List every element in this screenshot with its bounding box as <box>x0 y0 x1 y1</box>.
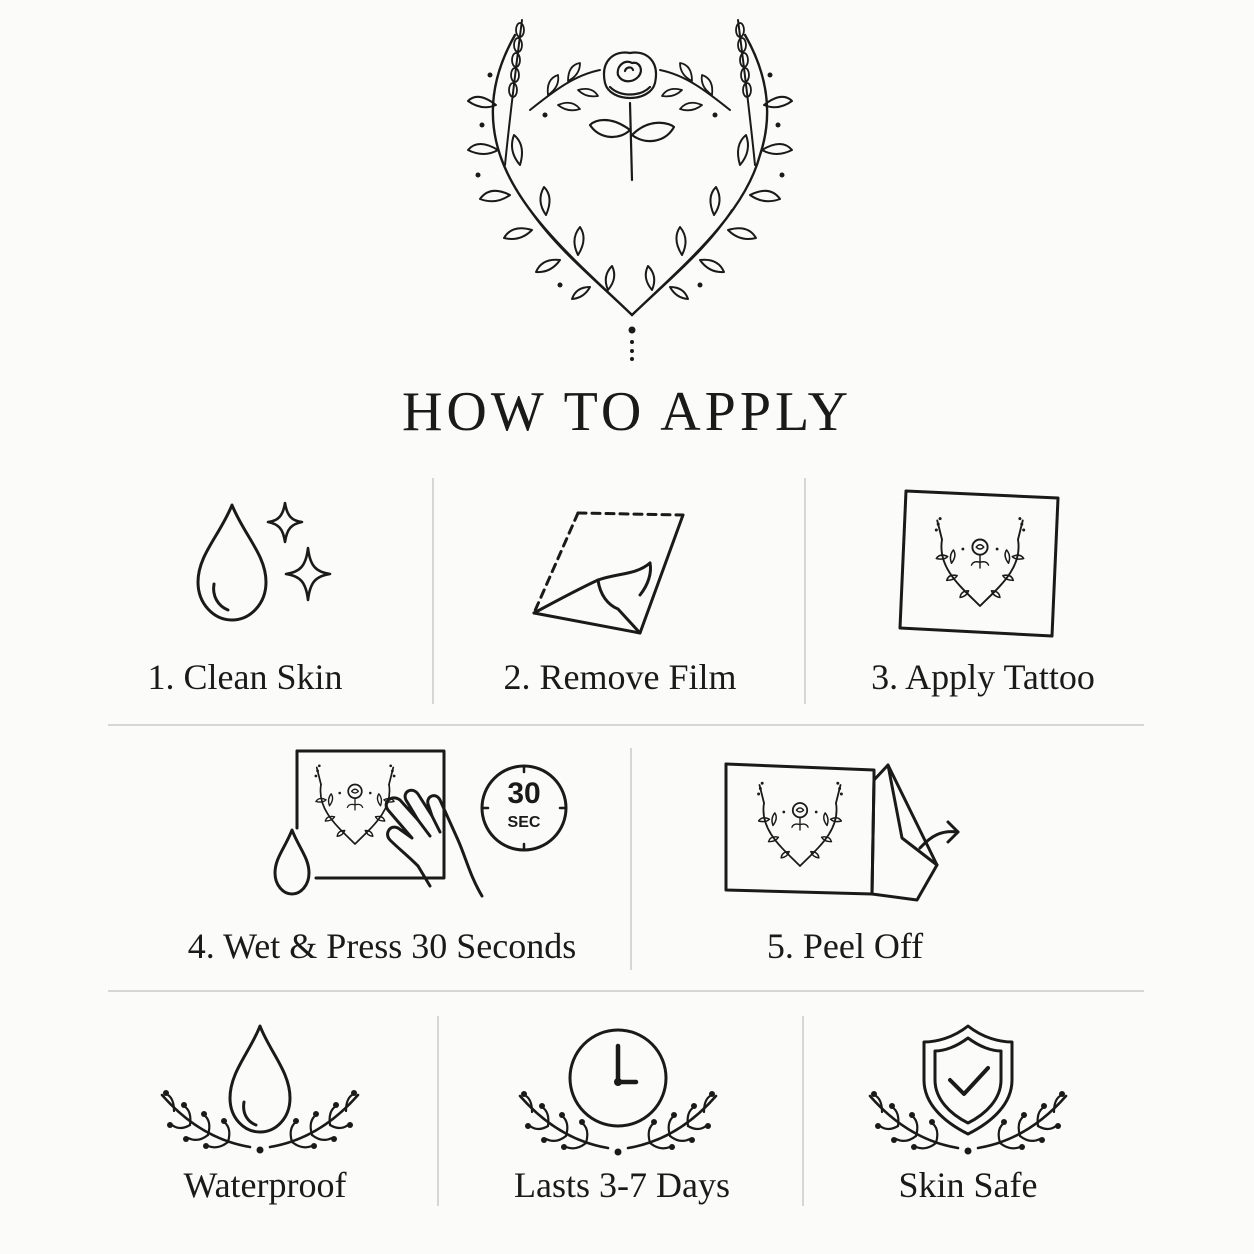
peel-off-sheet-icon <box>722 760 962 910</box>
feature-label-skin-safe: Skin Safe <box>898 1165 1038 1205</box>
feature-label-waterproof: Waterproof <box>183 1165 347 1205</box>
step-label-apply-tattoo: 3. Apply Tattoo <box>871 657 1095 697</box>
step-label-wet-press: 4. Wet & Press 30 Seconds <box>187 926 577 966</box>
divider <box>432 478 434 704</box>
water-drop-sparkles-icon <box>190 500 335 630</box>
divider <box>108 724 1144 726</box>
page-title: HOW TO APPLY <box>401 381 853 443</box>
peeling-film-icon <box>528 505 693 640</box>
clock-icon <box>518 1026 718 1161</box>
feature-label-lasts: Lasts 3-7 Days <box>514 1165 730 1205</box>
shield-check-icon <box>868 1022 1068 1157</box>
step-label-clean-skin: 1. Clean Skin <box>147 657 343 697</box>
tattoo-sheet-icon <box>898 488 1064 638</box>
timer-unit: SEC <box>507 814 541 831</box>
divider <box>804 478 806 704</box>
step-label-remove-film: 2. Remove Film <box>503 657 737 697</box>
divider <box>108 990 1144 992</box>
timer-value: 30 <box>507 777 541 810</box>
floral-heart-rose-icon <box>460 15 800 365</box>
water-drop-icon <box>160 1022 360 1157</box>
step-label-peel-off: 5. Peel Off <box>766 926 924 966</box>
